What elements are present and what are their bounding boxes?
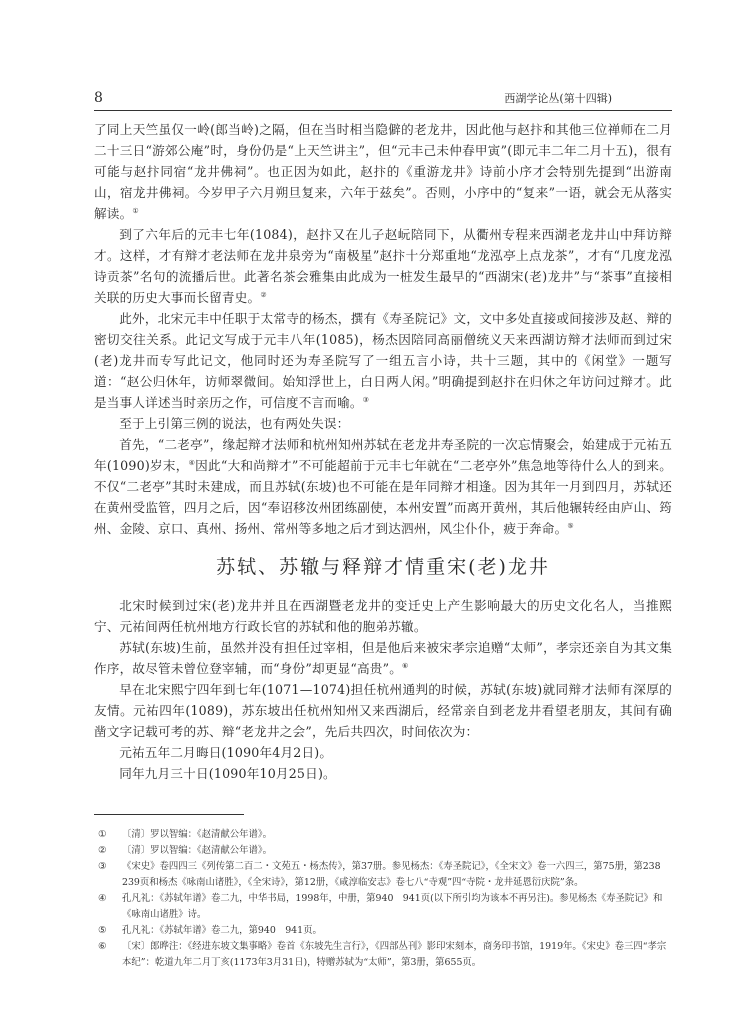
footnote-ref[interactable]: ② (260, 290, 267, 299)
page-number: 8 (94, 90, 103, 106)
footnote-text: 〔清〕罗以智编：《赵清献公年谱》。 (122, 829, 272, 840)
footnote (94, 923, 672, 939)
footnote (94, 859, 672, 891)
footnote-ref[interactable]: ⑥ (402, 661, 409, 670)
running-header (94, 90, 672, 111)
footnote-text: 孔凡礼：《苏轼年谱》卷二九，中华书局，1998年，中册，第940 941页(以下所引均为该本不再另注)。参见杨杰《寿圣院记》和《咏南山诸胜》诗。 (122, 893, 663, 920)
footnote (94, 843, 672, 859)
footnote-text: 〔清〕罗以智编：《赵清献公年谱》。 (122, 845, 272, 856)
footnote (94, 827, 672, 843)
footnote-ref[interactable]: ① (132, 206, 139, 215)
paragraph: 北宋时候到过宋(老)龙井并且在西湖暨老龙井的变迁史上产生影响最大的历史文化名人，当推熙宁、元祐间两任杭州地方行政长官的苏轼和他的胞弟苏辙。 (94, 598, 672, 634)
journal-title: 西湖学论丛(第十四辑) (504, 92, 612, 105)
footnotes (94, 827, 672, 971)
body-text (94, 119, 672, 784)
paragraph: 此外，北宋元丰中任职于太常寺的杨杰，撰有《寿圣院记》文，文中多处直接或间接涉及赵、辩的密切交往关系。此记文写成于元丰八年(1085)，杨杰因陪同高丽僧统义天来西湖访辩才法师而到过宋(老)龙井而专写此记文，他同时还为寿圣院写了一组五言小诗，共十三题，其中的《闲堂》一题写道：“赵公归休年，访师翠微间。始知浮世上，白日两人闲。”明确提到赵抃在归休之年访问过辩才。此是当事人详述当时亲历之作，可信度不言而喻。③ (94, 311, 672, 410)
footnote-text: 《宋史》卷四四三《列传第二百二・文苑五・杨杰传》，第37册。参见杨杰：《寿圣院记》，《全宋文》卷一六四三，第75册，第238 239页和杨杰《咏南山诸胜》，《全宋诗》，第12册，《咸淳临安志》卷七八“寺观”四“寺院・龙井延恩衍庆院”条。 (122, 861, 670, 888)
footnote-mark: ① (98, 829, 107, 840)
paragraph: 苏轼(东坡)生前，虽然并没有担任过宰相，但是他后来被宋孝宗追赠“太师”，孝宗还亲自为其文集作序，故尽管未曾位登宰辅，而“身份”却更显“高贵”。⑥ (94, 640, 672, 676)
footnote-separator (94, 814, 244, 815)
footnote-mark: ⑥ (98, 941, 107, 952)
paragraph: 了同上天竺虽仅一岭(郎当岭)之隔，但在当时相当隐僻的老龙井，因此他与赵抃和其他三位禅师在二月二十三日“游郊公庵”时，身份仍是“上天竺讲主”，但“元丰己未仲春甲寅”(即元丰二年二月十五)，很有可能与赵抃同宿“龙井佛祠”。也正因为如此，赵抃的《重游龙井》诗前小序才会特别先提到“出游南山，宿龙井佛祠。今岁甲子六月朔旦复来，六年于兹矣”。否则，小序中的“复来”一语，就会无从落实解读。① (94, 122, 672, 221)
footnote-text: 孔凡礼：《苏轼年谱》卷二九，第940 941页。 (122, 925, 322, 936)
footnote-mark: ③ (98, 861, 107, 872)
footnote-ref[interactable]: ⑤ (567, 521, 574, 530)
footnote-mark: ② (98, 845, 107, 856)
paragraph: 到了六年后的元丰七年(1084)，赵抃又在儿子赵岏陪同下，从衢州专程来西湖老龙井山中拜访辩才。这样，才有辩才老法师在龙井泉旁为“南极星”赵抃十分郑重地“龙泓亭上点龙茶”，才有“几度龙泓诗贡茶”名句的流播后世。此著名茶会雅集由此成为一桩发生最早的“西湖宋(老)龙井”与“茶事”直接相关联的历史大事而长留青史。② (94, 227, 672, 305)
paragraph: 同年九月三十日(1090年10月25日)。 (119, 766, 336, 781)
footnote-text: 〔宋〕郎晔注：《经进东坡文集事略》卷首《东坡先生言行》，《四部丛刊》影印宋刻本，商务印书馆，1919年。《宋史》卷三四“孝宗本纪”：乾道九年二月丁亥(1173年3月31日)，特赠苏轼为“太师”，第3册，第655页。 (122, 941, 667, 968)
footnote (94, 891, 672, 923)
section-title: 苏轼、苏辙与释辩才情重宋(老)龙井 (216, 556, 550, 578)
page (94, 90, 672, 971)
footnote-mark: ⑤ (98, 925, 107, 936)
paragraph: 元祐五年二月晦日(1090年4月2日)。 (119, 745, 333, 760)
footnote (94, 939, 672, 971)
paragraph: 首先，“二老亭”，缘起辩才法师和杭州知州苏轼在老龙井寿圣院的一次忘情聚会，始建成于元祐五年(1090)岁末，④因此“大和尚辩才”不可能超前于元丰七年就在“二老亭外”焦急地等待什么人的到来。不仅“二老亭”其时未建成，而且苏轼(东坡)也不可能在是年同辩才相逢。因为其年一月到四月，苏轼还在黄州受监管，四月之后，因“奉诏移汝州团练副使，本州安置”而离开黄州，其后他辗转经由庐山、筠州、金陵、京口、真州、扬州、常州等多地之后才到达泗州，风尘仆仆，疲于奔命。⑤ (94, 437, 672, 536)
footnote-mark: ④ (98, 893, 107, 904)
paragraph: 早在北宋熙宁四年到七年(1071—1074)担任杭州通判的时候，苏轼(东坡)就同辩才法师有深厚的友情。元祐四年(1089)，苏东坡出任杭州知州又来西湖后，经常亲自到老龙井看望老朋友，其间有确凿文字记载可考的苏、辩“老龙井之会”，先后共四次，时间依次为： (94, 682, 672, 739)
footnote-ref[interactable]: ④ (188, 458, 196, 467)
paragraph: 至于上引第三例的说法，也有两处失误： (119, 416, 350, 431)
footnote-ref[interactable]: ③ (362, 395, 370, 404)
